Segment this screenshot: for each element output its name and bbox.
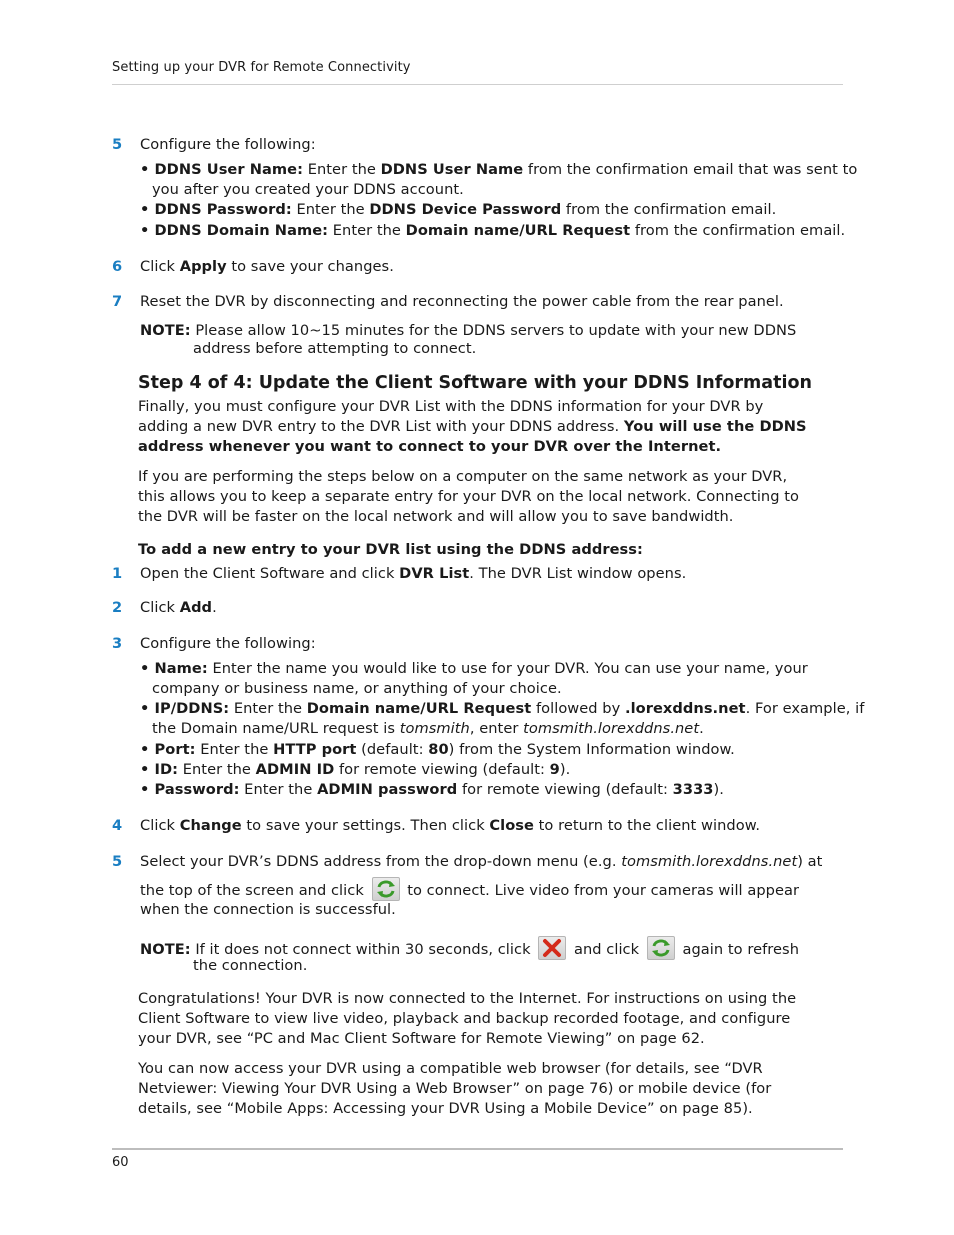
page-number: 60 [112,1155,129,1170]
paragraph-line: Finally, you must configure your DVR List with the DDNS information for your DVR by [138,398,764,415]
step-number: 6 [112,258,123,275]
step-text: Click Change to save your settings. Then click Close to return to the client window. [140,817,761,834]
paragraph-line: If you are performing the steps below on a computer on the same network as your DVR, [138,468,788,485]
bullet-continuation: you after you created your DDNS account. [152,181,464,198]
note: NOTE: Please allow 10~15 minutes for the DDNS servers to update with your new DDNS [140,322,797,339]
step-number: 4 [112,817,123,834]
running-header: Setting up your DVR for Remote Connectivity [112,60,411,75]
paragraph-line: this allows you to keep a separate entry for your DVR on the local network. Connecting to [138,488,799,505]
note-continuation: address before attempting to connect. [193,340,477,357]
refresh-icon [647,936,675,960]
bullet-ddns-domain-name: • DDNS Domain Name: Enter the Domain name/URL Request from the confirmation email. [140,222,846,239]
step-text: Click Add. [140,599,217,616]
paragraph-line: Client Software to view live video, playback and backup recorded footage, and configure [138,1010,791,1027]
step-number: 2 [112,599,123,616]
step-text: Open the Client Software and click DVR List. The DVR List window opens. [140,565,687,582]
header-rule [112,84,843,85]
paragraph-line: adding a new DVR entry to the DVR List with your DDNS address. You will use the DDNS [138,418,807,435]
close-icon [538,936,566,960]
note: NOTE: If it does not connect within 30 seconds, click and click again to refresh [140,936,799,960]
paragraph-line: your DVR, see “PC and Mac Client Software for Remote Viewing” on page 62. [138,1030,705,1047]
step-text-line: the top of the screen and click to connect. Live video from your cameras will appear [140,877,799,901]
step-text: Click Apply to save your changes. [140,258,394,275]
bullet-continuation: the Domain name/URL request is tomsmith, enter tomsmith.lorexddns.net. [152,720,704,737]
step-text-line: when the connection is successful. [140,901,396,918]
bullet-name: • Name: Enter the name you would like to use for your DVR. You can use your name, your [140,660,808,677]
bullet-continuation: company or business name, or anything of your choice. [152,680,562,697]
bullet-ip-ddns: • IP/DDNS: Enter the Domain name/URL Request followed by .lorexddns.net. For example, if [140,700,865,717]
bullet-id: • ID: Enter the ADMIN ID for remote viewing (default: 9). [140,761,571,778]
bullet-password: • Password: Enter the ADMIN password for remote viewing (default: 3333). [140,781,724,798]
step-text: Configure the following: [140,635,316,652]
paragraph-line: the DVR will be faster on the local network and will allow you to save bandwidth. [138,508,734,525]
bullet-port: • Port: Enter the HTTP port (default: 80) from the System Information window. [140,741,735,758]
step-number: 1 [112,565,123,582]
step-text: Configure the following: [140,136,316,153]
paragraph-line: address whenever you want to connect to your DVR over the Internet. [138,438,722,455]
bullet-ddns-user-name: • DDNS User Name: Enter the DDNS User Name from the confirmation email that was sent to [140,161,858,178]
paragraph-line: You can now access your DVR using a compatible web browser (for details, see “DVR [138,1060,763,1077]
step-number: 7 [112,293,123,310]
footer-rule [112,1148,843,1150]
step-number: 5 [112,853,123,870]
step-number: 5 [112,136,123,153]
step-text: Reset the DVR by disconnecting and reconnecting the power cable from the rear panel. [140,293,784,310]
paragraph-line: Congratulations! Your DVR is now connected to the Internet. For instructions on using the [138,990,797,1007]
bullet-ddns-password: • DDNS Password: Enter the DDNS Device Password from the confirmation email. [140,201,777,218]
section-heading: Step 4 of 4: Update the Client Software with your DDNS Information [138,373,812,393]
step-text: Select your DVR’s DDNS address from the drop-down menu (e.g. tomsmith.lorexddns.net) at [140,853,823,870]
refresh-icon [372,877,400,901]
note-continuation: the connection. [193,957,308,974]
paragraph-line: Netviewer: Viewing Your DVR Using a Web Browser” on page 76) or mobile device (for [138,1080,772,1097]
paragraph-line: details, see “Mobile Apps: Accessing your DVR Using a Mobile Device” on page 85). [138,1100,753,1117]
procedure-heading: To add a new entry to your DVR list using the DDNS address: [138,541,643,558]
step-number: 3 [112,635,123,652]
